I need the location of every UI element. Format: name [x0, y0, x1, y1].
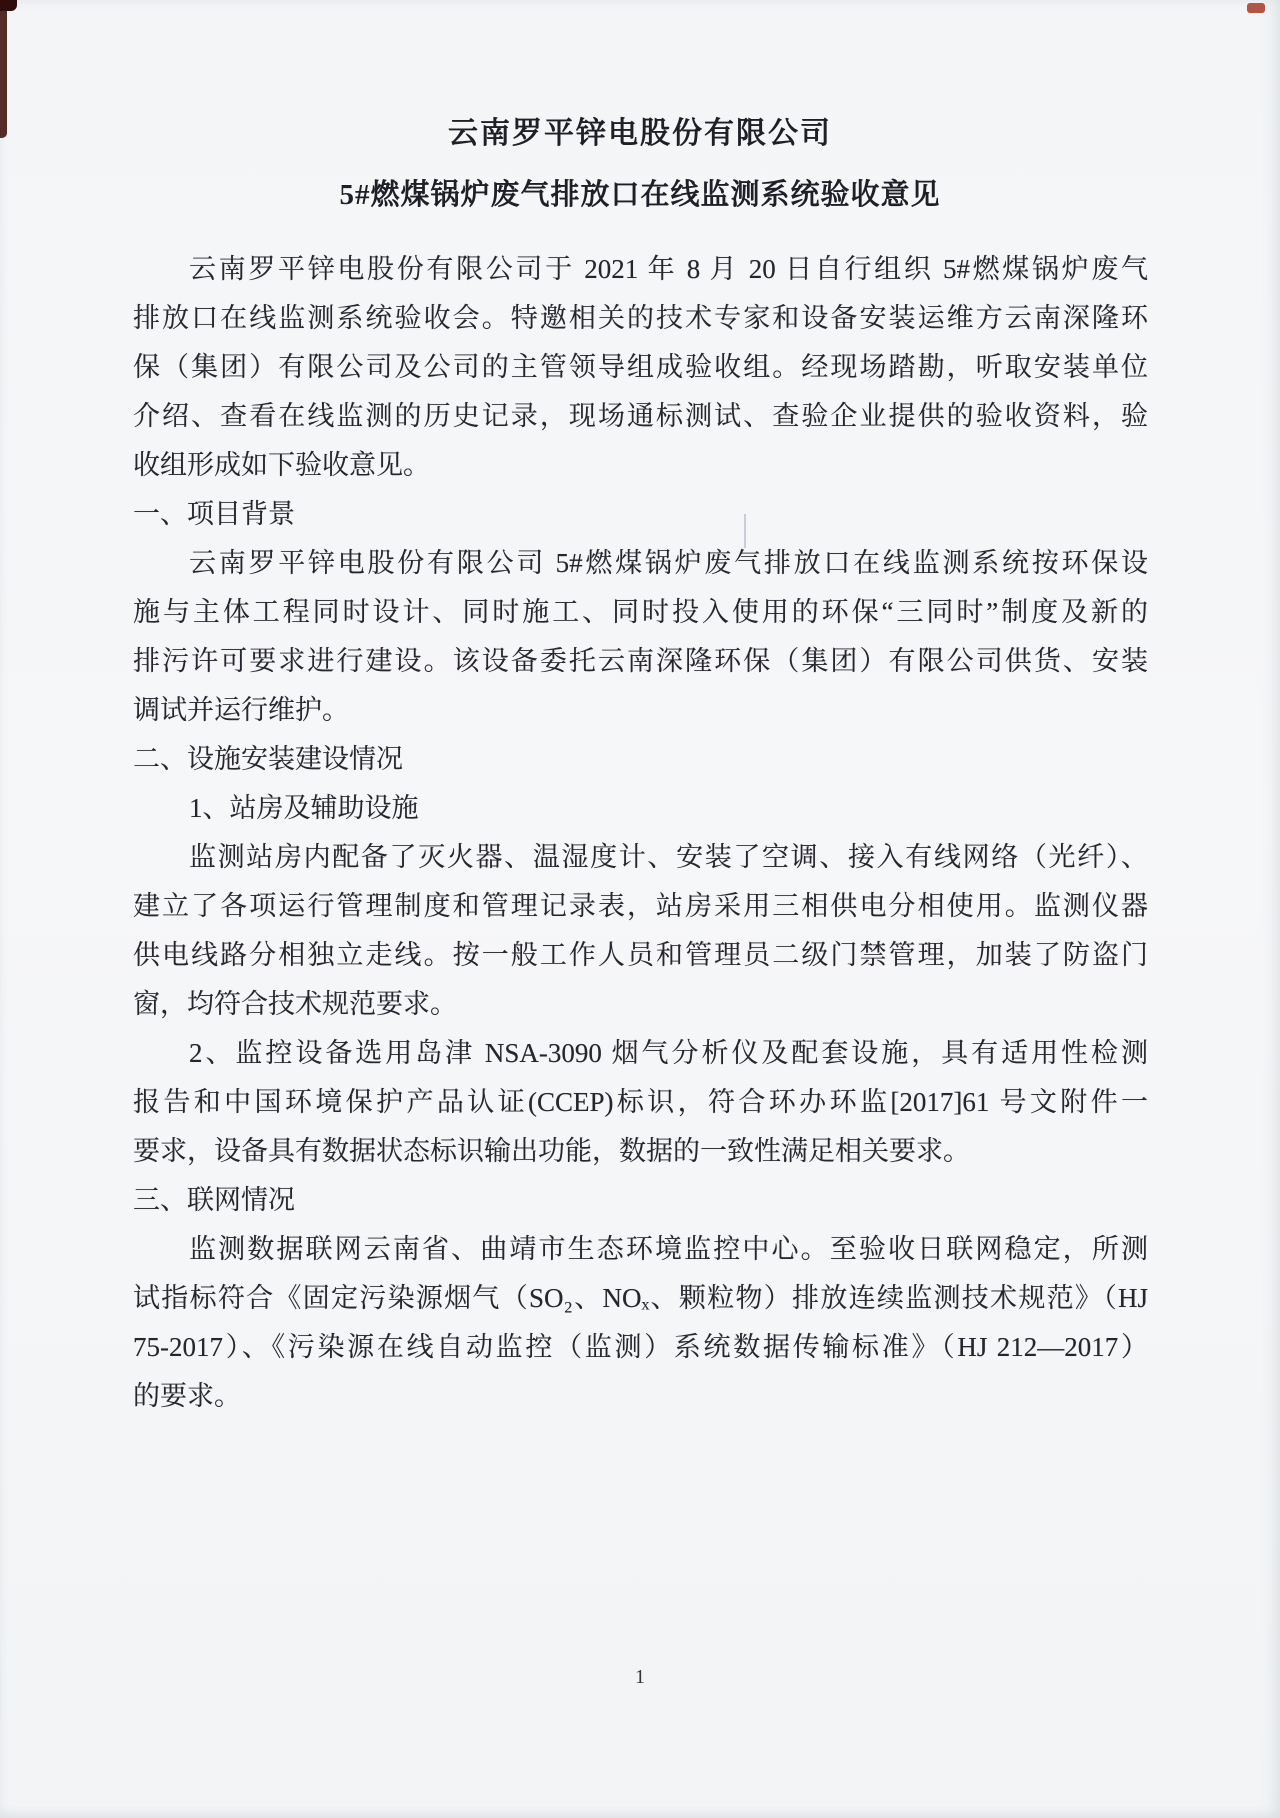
text-line: 供电线路分相独立走线。按一般工作人员和管理员二级门禁管理，加装了防盗门	[133, 940, 1148, 970]
text-line: 排污许可要求进行建设。该设备委托云南深隆环保（集团）有限公司供货、安装	[133, 646, 1148, 676]
scan-artifact-left-edge	[0, 0, 7, 138]
section-heading: 三、联网情况	[133, 1185, 295, 1215]
text-line: 1、站房及辅助设施	[189, 793, 419, 823]
scan-artifact-top-left	[0, 0, 17, 11]
text-line: 75-2017）、《污染源在线自动监控（监测）系统数据传输标准》（HJ 212—2017）	[133, 1332, 1148, 1362]
text-line: 要求，设备具有数据状态标识输出功能，数据的一致性满足相关要求。	[133, 1136, 970, 1166]
document-body	[133, 245, 1148, 1421]
document-subtitle: 5#燃煤锅炉废气排放口在线监测系统验收意见	[339, 179, 941, 211]
text-line: 收组形成如下验收意见。	[133, 450, 430, 480]
text-line: 试指标符合《固定污染源烟气（SO₂、NOₓ、颗粒物）排放连续监测技术规范》（HJ	[133, 1283, 1148, 1313]
text-line: 的要求。	[133, 1381, 241, 1411]
text-line: 建立了各项运行管理制度和管理记录表，站房采用三相供电分相使用。监测仪器	[133, 891, 1148, 921]
scan-artifact-top-right	[1247, 3, 1265, 13]
section-heading: 一、项目背景	[133, 499, 295, 529]
text-line: 排放口在线监测系统验收会。特邀相关的技术专家和设备安装运维方云南深隆环	[133, 303, 1148, 333]
text-line: 监测数据联网云南省、曲靖市生态环境监控中心。至验收日联网稳定，所测	[189, 1234, 1148, 1264]
text-line: 调试并运行维护。	[133, 695, 349, 725]
text-line: 监测站房内配备了灭火器、温湿度计、安装了空调、接入有线网络（光纤）、	[189, 842, 1148, 872]
text-line: 施与主体工程同时设计、同时施工、同时投入使用的环保“三同时”制度及新的	[133, 597, 1148, 627]
document-title: 云南罗平锌电股份有限公司	[448, 117, 832, 150]
document-header	[0, 0, 1280, 213]
text-line: 介绍、查看在线监测的历史记录，现场通标测试、查验企业提供的验收资料，验	[133, 401, 1148, 431]
text-line: 2、监控设备选用岛津 NSA-3090 烟气分析仪及配套设施，具有适用性检测	[189, 1038, 1148, 1068]
text-line: 窗，均符合技术规范要求。	[133, 989, 457, 1019]
section-heading: 二、设施安装建设情况	[133, 744, 403, 774]
page-number: 1	[635, 1666, 645, 1688]
text-line: 云南罗平锌电股份有限公司于 2021 年 8 月 20 日自行组织 5#燃煤锅炉废气	[189, 254, 1148, 284]
text-line: 报告和中国环境保护产品认证(CCEP)标识，符合环办环监[2017]61 号文附件一	[133, 1087, 1148, 1117]
text-line: 云南罗平锌电股份有限公司 5#燃煤锅炉废气排放口在线监测系统按环保设	[189, 548, 1148, 578]
text-line: 保（集团）有限公司及公司的主管领导组成验收组。经现场踏勘，听取安装单位	[133, 352, 1148, 382]
